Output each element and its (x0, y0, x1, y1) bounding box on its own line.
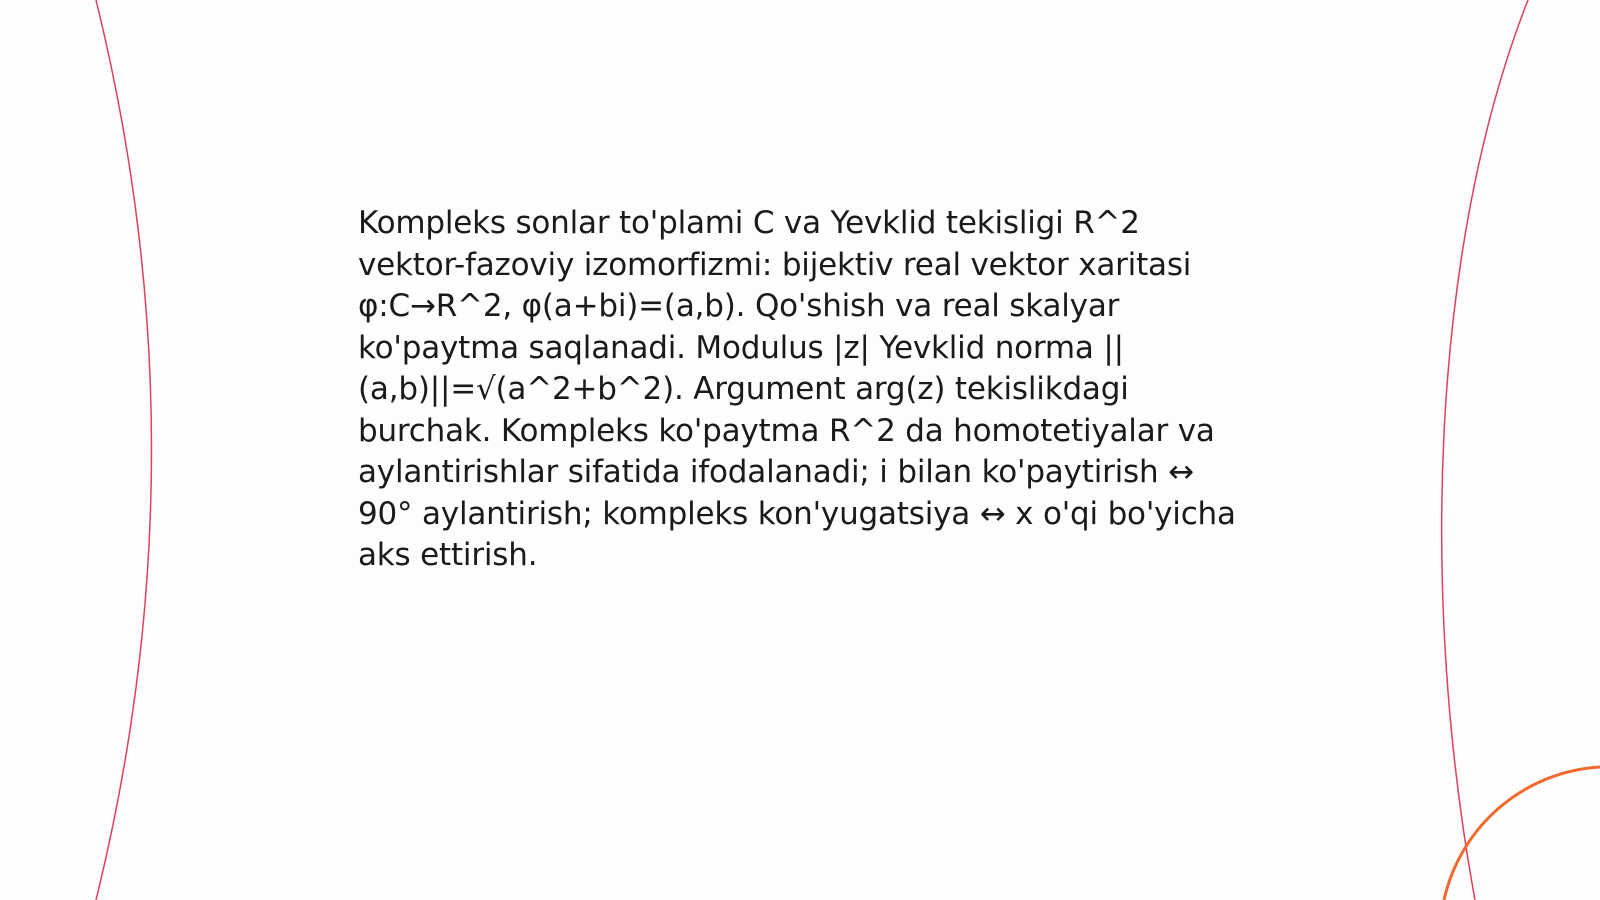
slide-body-text: Kompleks sonlar to'plami C va Yevklid tekisligi R^2 vektor-fazoviy izomorfizmi: bijektiv real vektor xaritasi φ:C→R^2, φ(a+bi)=(a,b). Qo'shish va real skalyar ko'paytma saqlanadi. Modulus |z| Yevklid norma ||(a,b)||=√(a^2+b^2). Argument arg(z) tekislikdagi burchak. Kompleks ko'paytma R^2 da homotetiyalar va aylantirishlar sifatida ifodalanadi; i bilan ko'paytirish ↔ 90° aylantirish; kompleks kon'yugatsiya ↔ x o'qi bo'yicha aks ettirish. (358, 205, 1236, 573)
right-curve-line (1442, 0, 1528, 900)
accent-arc (1444, 767, 1600, 900)
left-curve-line (96, 0, 152, 900)
